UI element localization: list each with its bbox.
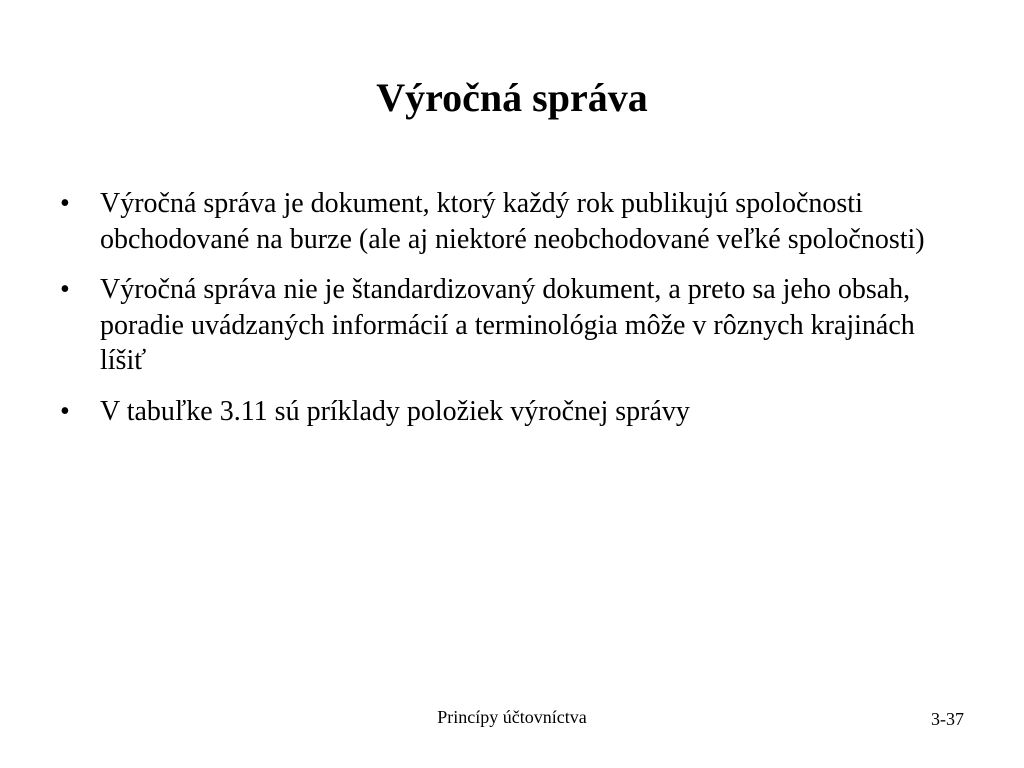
bullet-text: Výročná správa je dokument, ktorý každý rok publikujú spoločnosti obchodované na burze (ale aj niektoré neobchodované veľké spoločnosti) — [100, 188, 925, 255]
bullet-text: V tabuľke 3.11 sú príklady položiek výročnej správy — [100, 395, 690, 427]
footer-course-name: Princípy účtovníctva — [437, 707, 587, 727]
bullet-icon: • — [60, 274, 70, 305]
slide-title: Výročná správa — [376, 75, 648, 120]
bullet-text: Výročná správa nie je štandardizovaný dokument, a preto sa jeho obsah, poradie uvádzaných informácií a terminológia môže v rôznych krajinách líšiť — [100, 274, 915, 376]
bullet-item — [58, 394, 958, 430]
bullet-icon: • — [60, 395, 70, 427]
bullet-icon: • — [60, 188, 70, 219]
bullet-item — [58, 272, 958, 379]
footer-page-number: 3-37 — [931, 709, 964, 729]
bullet-list — [58, 186, 958, 444]
bullet-item — [58, 186, 958, 257]
